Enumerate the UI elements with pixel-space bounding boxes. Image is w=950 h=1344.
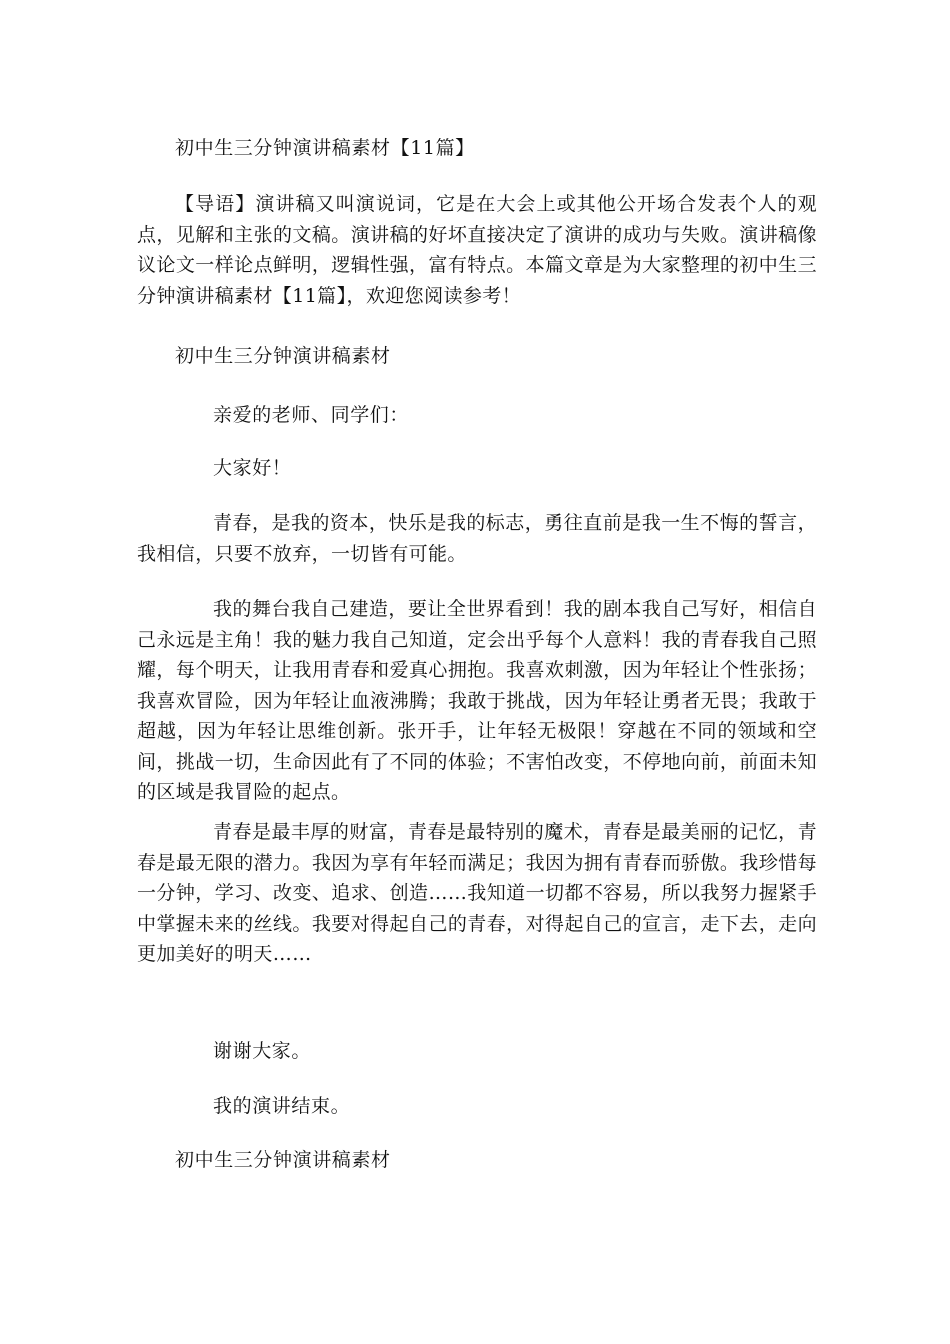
body-paragraph-2: 我的舞台我自己建造，要让全世界看到！我的剧本我自己写好，相信自己永远是主角！我的魅力我自己知道，定会出乎每个人意料！我的青春我自己照耀，每个明天，让我用青春和爱真心拥抱。我喜欢刺激，因为年轻让个性张扬；我喜欢冒险，因为年轻让血液沸腾；我敢于挑战，因为年轻让勇者无畏；我敢于超越，因为年轻让思维创新。张开手，让年轻无极限！穿越在不同的领域和空间，挑战一切，生命因此有了不同的体验；不害怕改变，不停地向前，前面未知的区域是我冒险的起点。: [137, 598, 817, 803]
body-paragraph-3: 青春是最丰厚的财富，青春是最特别的魔术，青春是最美丽的记忆，青春是最无限的潜力。我因为享有年轻而满足；我因为拥有青春而骄傲。我珍惜每一分钟，学习、改变、追求、创造……我知道一切都不容易，所以我努力握紧手中掌握未来的丝线。我要对得起自己的青春，对得起自己的宣言，走下去，走向更加美好的明天……: [137, 821, 817, 965]
document-title: 初中生三分钟演讲稿素材【11篇】: [175, 137, 475, 159]
section-heading: 初中生三分钟演讲稿素材: [175, 1149, 391, 1171]
thanks-line: 谢谢大家。: [213, 1040, 312, 1062]
body-paragraph-1: 青春，是我的资本，快乐是我的标志，勇往直前是我一生不悔的誓言，我相信，只要不放弃，一切皆有可能。: [137, 512, 817, 565]
intro-paragraph: 【导语】演讲稿又叫演说词，它是在大会上或其他公开场合发表个人的观点，见解和主张的文稿。演讲稿的好坏直接决定了演讲的成功与失败。演讲稿像议论文一样论点鲜明，逻辑性强，富有特点。本篇文章是为大家整理的初中生三分钟演讲稿素材【11篇】，欢迎您阅读参考！: [137, 193, 817, 307]
section-heading: 初中生三分钟演讲稿素材: [175, 345, 391, 367]
salutation: 亲爱的老师、同学们：: [213, 404, 410, 426]
closing-line: 我的演讲结束。: [213, 1095, 351, 1117]
greeting: 大家好！: [213, 457, 292, 479]
